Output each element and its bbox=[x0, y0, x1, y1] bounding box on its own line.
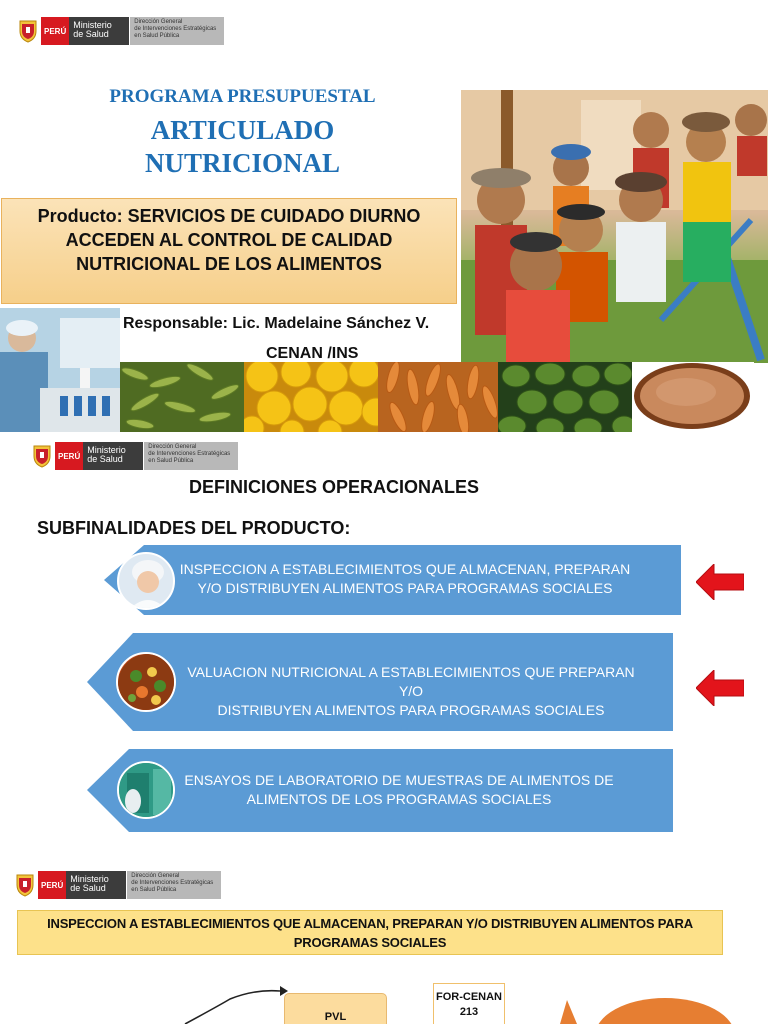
food-dish-avatar bbox=[116, 652, 176, 712]
country-badge: PERÚ bbox=[38, 871, 66, 899]
definitions-title: DEFINICIONES OPERACIONALES bbox=[189, 477, 480, 497]
ministry-logo-slide3 bbox=[15, 871, 221, 899]
laboratory-photo bbox=[0, 308, 120, 432]
ministry-logo-slide2 bbox=[32, 442, 238, 470]
ministry-logo bbox=[18, 17, 224, 45]
avocados-photo bbox=[498, 362, 632, 432]
country-badge: PERÚ bbox=[55, 442, 83, 470]
country-badge: PERÚ bbox=[41, 17, 69, 45]
coat-of-arms-icon bbox=[32, 444, 52, 468]
subpurpose-1-text: INSPECCION A ESTABLECIMIENTOS QUE ALMACENAN, PREPARAN Y/O DISTRIBUYEN ALIMENTOS PARA PROGRAMAS SOCIALES bbox=[179, 561, 631, 596]
subpurposes-heading: SUBFINALIDADES DEL PRODUCTO: bbox=[37, 518, 351, 538]
red-left-arrow-icon bbox=[696, 564, 744, 600]
orange-decorative-shape bbox=[555, 996, 768, 1024]
ministry-name: Ministerio de Salud bbox=[69, 17, 129, 45]
ministry-name: Ministerio de Salud bbox=[83, 442, 143, 470]
institution-text: CENAN /INS bbox=[266, 345, 359, 362]
inspector-avatar bbox=[117, 552, 175, 610]
product-box: Producto: SERVICIOS DE CUIDADO DIURNO ACCEDEN AL CONTROL DE CALIDAD NUTRICIONAL DE LOS ALIMENTOS bbox=[1, 198, 457, 304]
beans-photo bbox=[120, 362, 244, 432]
coat-of-arms-icon bbox=[15, 873, 35, 897]
responsible-text: Responsable: Lic. Madelaine Sánchez V. bbox=[123, 315, 430, 332]
inspection-banner: INSPECCION A ESTABLECIMIENTOS QUE ALMACENAN, PREPARAN Y/O DISTRIBUYEN ALIMENTOS PARA PROGRAMAS SOCIALES bbox=[17, 910, 723, 955]
slide-title-line2: NUTRICIONAL bbox=[144, 148, 341, 178]
yellow-peppers-photo bbox=[244, 362, 378, 432]
slide-title-line1: ARTICULADO bbox=[150, 115, 335, 145]
red-left-arrow-icon bbox=[696, 670, 744, 706]
program-label: PROGRAMA PRESUPUESTAL bbox=[109, 86, 376, 107]
pvl-box: PVL bbox=[284, 993, 387, 1024]
coat-of-arms-icon bbox=[18, 19, 38, 43]
direction-name: Dirección General de Intervenciones Estratégicas en Salud Pública bbox=[127, 871, 221, 899]
children-photo bbox=[461, 90, 768, 363]
ministry-name: Ministerio de Salud bbox=[66, 871, 126, 899]
direction-name: Dirección General de Intervenciones Estratégicas en Salud Pública bbox=[130, 17, 224, 45]
grain-photo bbox=[632, 362, 754, 432]
carrots-photo bbox=[378, 362, 498, 432]
flow-connector-arrow bbox=[180, 985, 290, 1024]
subpurpose-2-text: VALUACION NUTRICIONAL A ESTABLECIMIENTOS QUE PREPARAN Y/O DISTRIBUYEN ALIMENTOS PARA PROGRAMAS SOCIALES bbox=[187, 664, 635, 718]
form-code-box: FOR-CENAN 213 bbox=[433, 983, 505, 1024]
subpurpose-3-text: ENSAYOS DE LABORATORIO DE MUESTRAS DE ALIMENTOS DE ALIMENTOS DE LOS PROGRAMAS SOCIALES bbox=[184, 772, 614, 807]
lab-technician-avatar bbox=[117, 761, 175, 819]
direction-name: Dirección General de Intervenciones Estratégicas en Salud Pública bbox=[144, 442, 238, 470]
